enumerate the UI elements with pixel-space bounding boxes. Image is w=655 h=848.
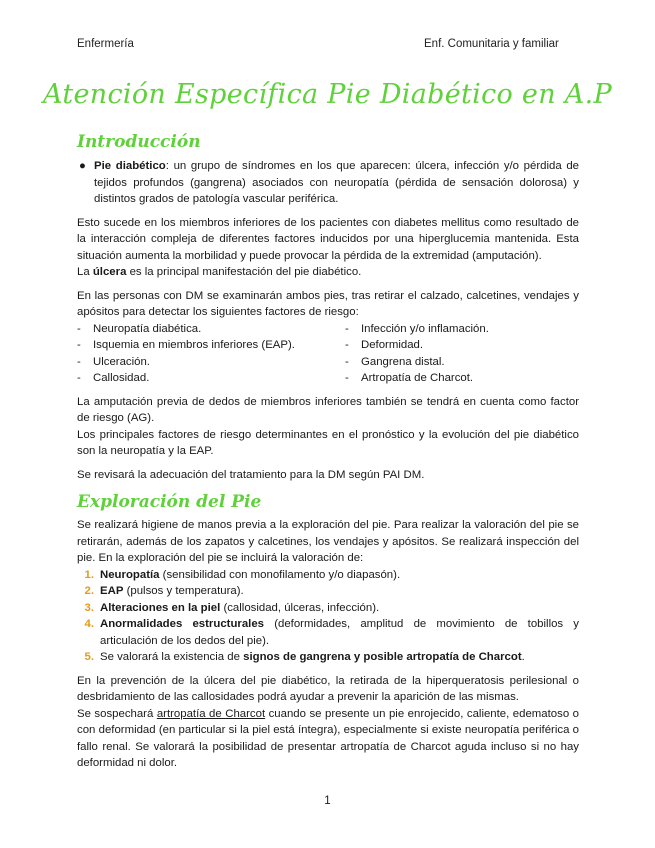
definition-bullet [77, 158, 579, 208]
paragraph: Se realizará higiene de manos previa a la exploración del pie. Para realizar la valoración del pie se retirarán, además de los zapatos y calcetines, los vendajes y apósitos. Se realizará inspección del pie. En la exploración del pie se incluirá la valoración de: [77, 519, 579, 564]
paragraph: La amputación previa de dedos de miembros inferiores también se tendrá en cuenta como factor de riesgo (AG). [77, 395, 579, 424]
paragraph: Los principales factores de riesgo determinantes en el pronóstico y la evolución del pie diabético son la neuropatía y la EAP. [77, 428, 579, 457]
risk-factor-column-right [345, 321, 579, 387]
paragraph: Se sospechará artropatía de Charcot cuando se presente un pie enrojecido, caliente, edematoso o con deformidad (en particular si la piel está íntegra), especialmente si existe neuropatía periférica o fallo renal. Se valorará la posibilidad de presentar artropatía de Charcot aguda incluso si no hay deformidad ni dolor. [77, 707, 579, 769]
document-body [77, 130, 579, 772]
list-item: 2. EAP (pulsos y temperatura). [84, 585, 244, 597]
list-item: - Ulceración. [77, 355, 150, 368]
header-subject: Enfermería [77, 38, 134, 50]
list-item: - Infección y/o inflamación. [345, 322, 489, 335]
risk-factor-column-left [77, 321, 345, 387]
list-item: - Callosidad. [77, 372, 150, 384]
definition-term: Pie diabético [94, 160, 166, 172]
list-item: 3. Alteraciones en la piel (callosidad, úlceras, infección). [84, 601, 380, 614]
paragraph: La úlcera es la principal manifestación del pie diabético. [77, 266, 362, 278]
list-item: - Isquemia en miembros inferiores (EAP). [77, 339, 295, 351]
paragraph: En las personas con DM se examinarán ambos pies, tras retirar el calzado, calcetines, vendajes y apósitos para detectar los siguientes factores de riesgo: [77, 289, 579, 318]
risk-factor-list [77, 321, 579, 387]
list-item: - Neuropatía diabética. [77, 322, 202, 335]
page-title: Atención Específica Pie Diabético en A.P [43, 79, 612, 110]
bold-term: úlcera [92, 266, 127, 278]
list-item: - Deformidad. [345, 339, 424, 351]
list-item: 5. Se valorará la existencia de signos de gangrena y posible artropatía de Charcot. [84, 651, 525, 663]
list-item: - Artropatía de Charcot. [345, 372, 474, 384]
header-course: Enf. Comunitaria y familiar [424, 38, 559, 50]
bullet-dot-icon: ● [79, 160, 86, 172]
definition-text: : un grupo de síndromes en los que aparecen: úlcera, infección y/o pérdida de tejidos profundos (gangrena) asociados con neuropatía (pérdida de sensación dolorosa) y distintos grados de patología vascular periférica. [94, 160, 579, 205]
list-item: - Gangrena distal. [345, 355, 445, 368]
list-item: 4. Anormalidades estructurales (deformidades, amplitud de movimiento de tobillos y articulación de los dedos del pie). [84, 618, 579, 647]
paragraph: En la prevención de la úlcera del pie diabético, la retirada de la hiperqueratosis perilesional o desbridamiento de las callosidades podrá ayudar a prevenir la aparición de las mismas. [77, 674, 579, 703]
charcot-link: artropatía de Charcot [156, 707, 266, 720]
page-number: 1 [324, 795, 331, 807]
exploration-list [77, 567, 579, 666]
list-item: 1. Neuropatía (sensibilidad con monofilamento y/o diapasón). [84, 568, 401, 581]
section-heading-exploration: Exploración del Pie [77, 492, 262, 512]
section-heading-intro: Introducción [77, 132, 201, 152]
paragraph: Se revisará la adecuación del tratamiento para la DM según PAI DM. [77, 468, 425, 481]
paragraph: Esto sucede en los miembros inferiores de los pacientes con diabetes mellitus como resultado de la interacción compleja de diferentes factores inducidos por una hiperglucemia mantenida. Esta situación aumenta la morbilidad y puede provocar la pérdida de la extremidad (amputación). [77, 216, 579, 262]
